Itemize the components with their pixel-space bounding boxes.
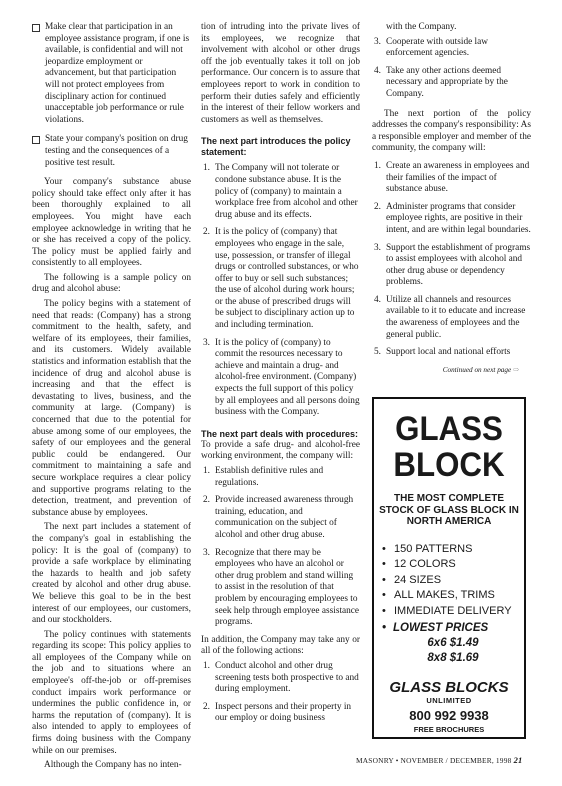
list-item: 2. Provide increased awareness through training, education, and communication on the subject of alcohol and other drug abuse.: [203, 495, 354, 540]
numbered-list: [201, 661, 360, 725]
list-item: 1. The Company will not tolerate or condone substance abuse. It is the policy of (company) to maintain a workplace free from alcohol and other drug abuse and its effects.: [203, 163, 358, 220]
paragraph: In addition, the Company may take any or all of the following actions:: [201, 634, 360, 657]
paragraph: Your company's substance abuse policy should take effect only after it has been thoroughly explained to all employees. You might have each employee acknowledge in writing that he or she has received a copy of the policy. The policy must be applied fairly and consistently to all employees.: [32, 177, 191, 269]
list-item: • IMMEDIATE DELIVERY: [382, 604, 524, 620]
list-item: 4. Utilize all channels and resources available to it to educate and increase the awareness of employees and the general public.: [374, 294, 526, 340]
glass-block-advertisement[interactable]: [372, 397, 526, 739]
bullet-icon: •: [382, 589, 386, 601]
checkbox-bullet-icon: [32, 136, 40, 144]
column-1: [32, 22, 191, 775]
ad-title: GLASS BLOCK: [393, 410, 505, 484]
numbered-list: [201, 163, 360, 418]
list-item: 1. Establish definitive rules and regulations.: [203, 466, 324, 488]
ad-prices: • LOWEST PRICES 6x6 $1.49 8x8 $1.69: [392, 621, 524, 666]
price-8x8: 8x8 $1.69: [427, 652, 479, 664]
list-item: 2. Administer programs that consider employee rights, are positive in their intent, and are within legal boundaries.: [374, 201, 531, 235]
page-number: 21: [513, 755, 523, 765]
ad-phone-number[interactable]: 800 992 9938: [409, 708, 489, 723]
list-item: 3. Recognize that there may be employees who have an alcohol or other drug problem and stand willing to assist in the resolution of that problem by encouraging employees to seek help through employee assistance programs.: [203, 547, 360, 628]
ad-company-sub: UNLIMITED: [426, 696, 472, 705]
paragraph: Although the Company has no inten-: [44, 760, 182, 771]
ad-company-name: GLASS BLOCKS: [389, 679, 509, 696]
list-item: 5. Support local and national efforts: [374, 347, 511, 358]
list-item: • 12 COLORS: [382, 557, 524, 573]
section-heading: The next part deals with procedures:: [201, 428, 359, 439]
list-item: • 24 SIZES: [382, 573, 524, 589]
paragraph: The policy begins with a statement of need that reads: (Company) has a strong commitment to the health, safety, and welfare of its employees, their families, and its customers. Widely available statistics and information establish that the incidence of drug and alcohol abuse is increasing and that the effect is devastating to lives, business, and the community at large. (Company) is concerned that due to the potential for abuse among some of our employees, the safety of our employees and the general public could be endangered. Our commitment to maintaining a safe and secure workplace requires a clear policy and supportive programs relating to the detection, treatment, and prevention of substance abuse by employees.: [32, 299, 191, 518]
column-3: [372, 22, 531, 376]
column-2: [201, 22, 360, 731]
numbered-list: [372, 37, 531, 101]
numbered-list: [201, 466, 360, 629]
checkbox-bullet-icon: [32, 24, 40, 32]
paragraph: The next portion of the policy addresses the company's responsibility: As a responsible employer and member of the community, the company will:: [372, 108, 531, 154]
list-item: 1. Create an awareness in employees and their families of the impact of substance abuse.: [374, 160, 530, 195]
paragraph: The next part includes a statement of the company's goal in establishing the policy: It is the goal of (company) to provide a safe workplace by eliminating the hazards to health and job safety created by alcohol and other drug abuse. We believe this goal to be in the best interest of our employees, our customers, and our stockholders.: [32, 522, 191, 626]
bullet-icon: •: [382, 558, 386, 570]
paragraph: To provide a safe drug- and alcohol-free working environment, the company will:: [201, 439, 360, 462]
list-item: 3. Cooperate with outside law enforcement agencies.: [374, 36, 488, 59]
paragraph: The policy continues with statements regarding its scope: This policy applies to all employees of the Company while on the job and to situations where an employee's off-the-job or off-premises conduct impairs work performance or undermines the public confidence in, or harms the reputation of (company). It is also intended to apply to employees of firms doing business with the Company while on our premises.: [32, 629, 191, 756]
bullet-item: Make clear that participation in an employee assistance program, if one is available, is confidential and will not jeopardize employment or advancement, but that participation will not protect employees from disciplinary action for continued unacceptable job performance or rule violations.: [32, 22, 191, 126]
ad-feature-list: [382, 542, 524, 620]
list-item: 2. Inspect persons and their property in our employ or doing business: [203, 701, 352, 724]
numbered-list: [372, 161, 531, 359]
price-6x6: 6x6 $1.49: [427, 637, 479, 649]
bullet-item: State your company's position on drug testing and the consequences of a positive test result.: [32, 134, 191, 169]
ad-subtitle: THE MOST COMPLETE STOCK OF GLASS BLOCK IN NORTH AMERICA: [379, 493, 519, 527]
page-footer: MASONRY • NOVEMBER / DECEMBER, 1998 21: [356, 755, 523, 765]
paragraph: tion of intruding into the private lives of its employees, we recognize that involvement with alcohol or other drugs off the job eventually takes it toll on job performance. Our concern is to assure that employees report to work in condition to perform their duties safely and efficiently in the interest of their fellow workers and customers as well as themselves.: [201, 22, 360, 125]
arrow-right-icon: ⇨: [512, 365, 519, 374]
continued-note[interactable]: Continued on next page ⇨: [442, 365, 519, 374]
ad-brochures: FREE BROCHURES: [413, 725, 485, 734]
bullet-icon: •: [382, 573, 386, 586]
list-item: • 150 PATTERNS: [382, 542, 524, 558]
paragraph: The following is a sample policy on drug and alcohol abuse:: [32, 272, 191, 295]
bullet-icon: •: [382, 542, 386, 555]
bullet-icon: •: [382, 604, 386, 617]
list-item: 2. It is the policy of (company) that employees who engage in the sale, use, possession, or transfer of illegal drugs or controlled substances, or who offer to buy or sell such substances; the use of alcohol during work hours; or the abuse of prescribed drugs will be subject to disciplinary action up to and including termination.: [203, 227, 359, 331]
list-item: 4. Take any other actions deemed necessary and appropriate by the Company.: [374, 65, 508, 99]
list-item: 3. It is the policy of (company) to commit the resources necessary to achieve and maintain a drug- and alcohol-free environment. (Company) expects the full support of this policy by all employees and all persons doing business with the Company.: [203, 337, 360, 418]
bullet-icon: •: [382, 622, 387, 634]
list-item: 3. Support the establishment of programs to assist employees with alcohol and other drug abuse or dependency problems.: [374, 242, 531, 288]
paragraph: with the Company.: [386, 22, 457, 32]
list-item: 1. Conduct alcohol and other drug screening tests both prospective to and during employment.: [203, 660, 359, 695]
list-item: • ALL MAKES, TRIMS: [382, 588, 524, 604]
section-heading: The next part introduces the policy statement:: [201, 136, 351, 158]
